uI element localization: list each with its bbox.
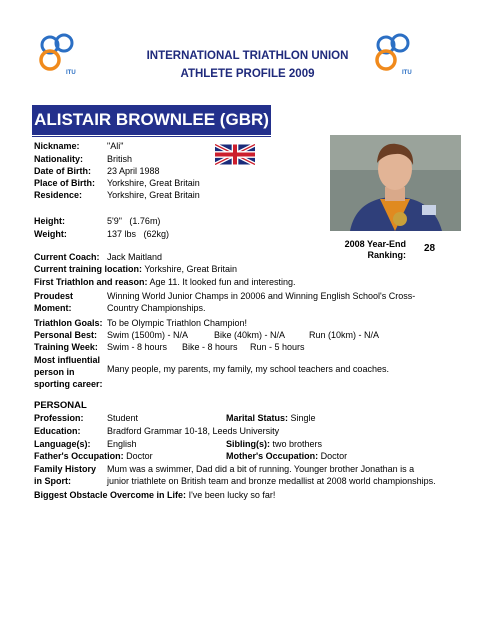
- marital-value: Single: [290, 413, 316, 423]
- mother-value: Doctor: [320, 451, 348, 461]
- ranking-label-2: Ranking:: [367, 250, 406, 260]
- dob-label: Date of Birth:: [34, 166, 91, 176]
- language-value: English: [107, 439, 137, 449]
- influential-label-3: sporting career:: [34, 379, 103, 389]
- goals-label: Triathlon Goals:: [34, 318, 103, 328]
- training-location-row: [34, 264, 237, 274]
- pob-label: Place of Birth:: [34, 178, 96, 188]
- profession-value: Student: [107, 413, 139, 423]
- personal-best-label: Personal Best:: [34, 330, 98, 340]
- training-location-label: Current training location:: [34, 264, 142, 274]
- family-history-label-1: Family History: [34, 464, 97, 474]
- org-title: INTERNATIONAL TRIATHLON UNION: [146, 50, 349, 62]
- height-value: 5'9" (1.76m): [107, 216, 161, 226]
- marital-row: [226, 413, 316, 423]
- profile-subtitle: ATHLETE PROFILE 2009: [180, 68, 315, 80]
- first-triathlon-label: First Triathlon and reason:: [34, 277, 148, 287]
- tw-bike: Bike - 8 hours: [182, 342, 238, 352]
- proudest-label-2: Moment:: [34, 303, 72, 313]
- siblings-row: [226, 439, 322, 449]
- training-week-label: Training Week:: [34, 342, 98, 352]
- proudest-value-1: Winning World Junior Champs in 20006 and Winning English School's Cross-: [107, 291, 416, 301]
- logo-text-right: ITU: [402, 70, 412, 76]
- banner-divider: [32, 136, 271, 137]
- father-label: Father's Occupation:: [34, 451, 124, 461]
- influential-label-1: Most influential: [34, 355, 100, 365]
- athlete-photo: [330, 135, 461, 231]
- pb-swim: Swim (1500m) - N/A: [107, 330, 189, 340]
- nickname-value: "Ali": [107, 141, 124, 151]
- education-value: Bradford Grammar 10-18, Leeds University: [107, 426, 280, 436]
- coach-label: Current Coach:: [34, 252, 100, 262]
- obstacle-label: Biggest Obstacle Overcome in Life:: [34, 490, 187, 500]
- obstacle-value: I've been lucky so far!: [188, 490, 276, 500]
- training-location-value: Yorkshire, Great Britain: [144, 264, 238, 274]
- pob-value: Yorkshire, Great Britain: [107, 178, 200, 188]
- mother-row: [226, 451, 347, 461]
- education-label: Education:: [34, 426, 81, 436]
- proudest-value-2: Country Championships.: [107, 303, 206, 313]
- uk-flag-icon: [215, 144, 255, 165]
- coach-value: Jack Maitland: [107, 252, 163, 262]
- residence-label: Residence:: [34, 190, 83, 200]
- obstacle-row: [34, 490, 275, 500]
- dob-value: 23 April 1988: [107, 166, 160, 176]
- siblings-label: Sibling(s):: [226, 439, 270, 449]
- weight-label: Weight:: [34, 229, 67, 239]
- tw-swim: Swim - 8 hours: [107, 342, 168, 352]
- nationality-label: Nationality:: [34, 154, 84, 164]
- influential-value: Many people, my parents, my family, my school teachers and coaches.: [107, 364, 389, 374]
- goals-value: To be Olympic Triathlon Champion!: [107, 318, 248, 328]
- first-triathlon-value: Age 11. It looked fun and interesting.: [149, 277, 296, 287]
- marital-label: Marital Status:: [226, 413, 289, 423]
- first-triathlon-row: [34, 277, 295, 287]
- father-row: [34, 451, 153, 461]
- proudest-label-1: Proudest: [34, 291, 74, 301]
- athlete-name-banner: ALISTAIR BROWNLEE (GBR): [32, 105, 271, 135]
- family-history-value-2: junior triathlete on British team and bronze medallist at 2008 world championships.: [107, 476, 436, 486]
- ranking-value: 28: [424, 243, 436, 254]
- mother-label: Mother's Occupation:: [226, 451, 319, 461]
- family-history-label-2: in Sport:: [34, 476, 71, 486]
- residence-value: Yorkshire, Great Britain: [107, 190, 200, 200]
- tw-run: Run - 5 hours: [250, 342, 305, 352]
- weight-value: 137 lbs (62kg): [107, 229, 170, 239]
- personal-section-title: PERSONAL: [34, 400, 87, 411]
- influential-label-2: person in: [34, 367, 75, 377]
- siblings-value: two brothers: [272, 439, 323, 449]
- language-label: Language(s):: [34, 439, 91, 449]
- pb-bike: Bike (40km) - N/A: [214, 330, 286, 340]
- pb-run: Run (10km) - N/A: [309, 330, 380, 340]
- family-history-value-1: Mum was a swimmer, Dad did a bit of running. Younger brother Jonathan is a: [107, 464, 415, 474]
- profession-label: Profession:: [34, 413, 84, 423]
- nickname-label: Nickname:: [34, 141, 80, 151]
- logo-text-left: ITU: [66, 70, 76, 76]
- nationality-value: British: [107, 154, 133, 164]
- ranking-label-1: 2008 Year-End: [344, 239, 406, 249]
- father-value: Doctor: [126, 451, 153, 461]
- height-label: Height:: [34, 216, 65, 226]
